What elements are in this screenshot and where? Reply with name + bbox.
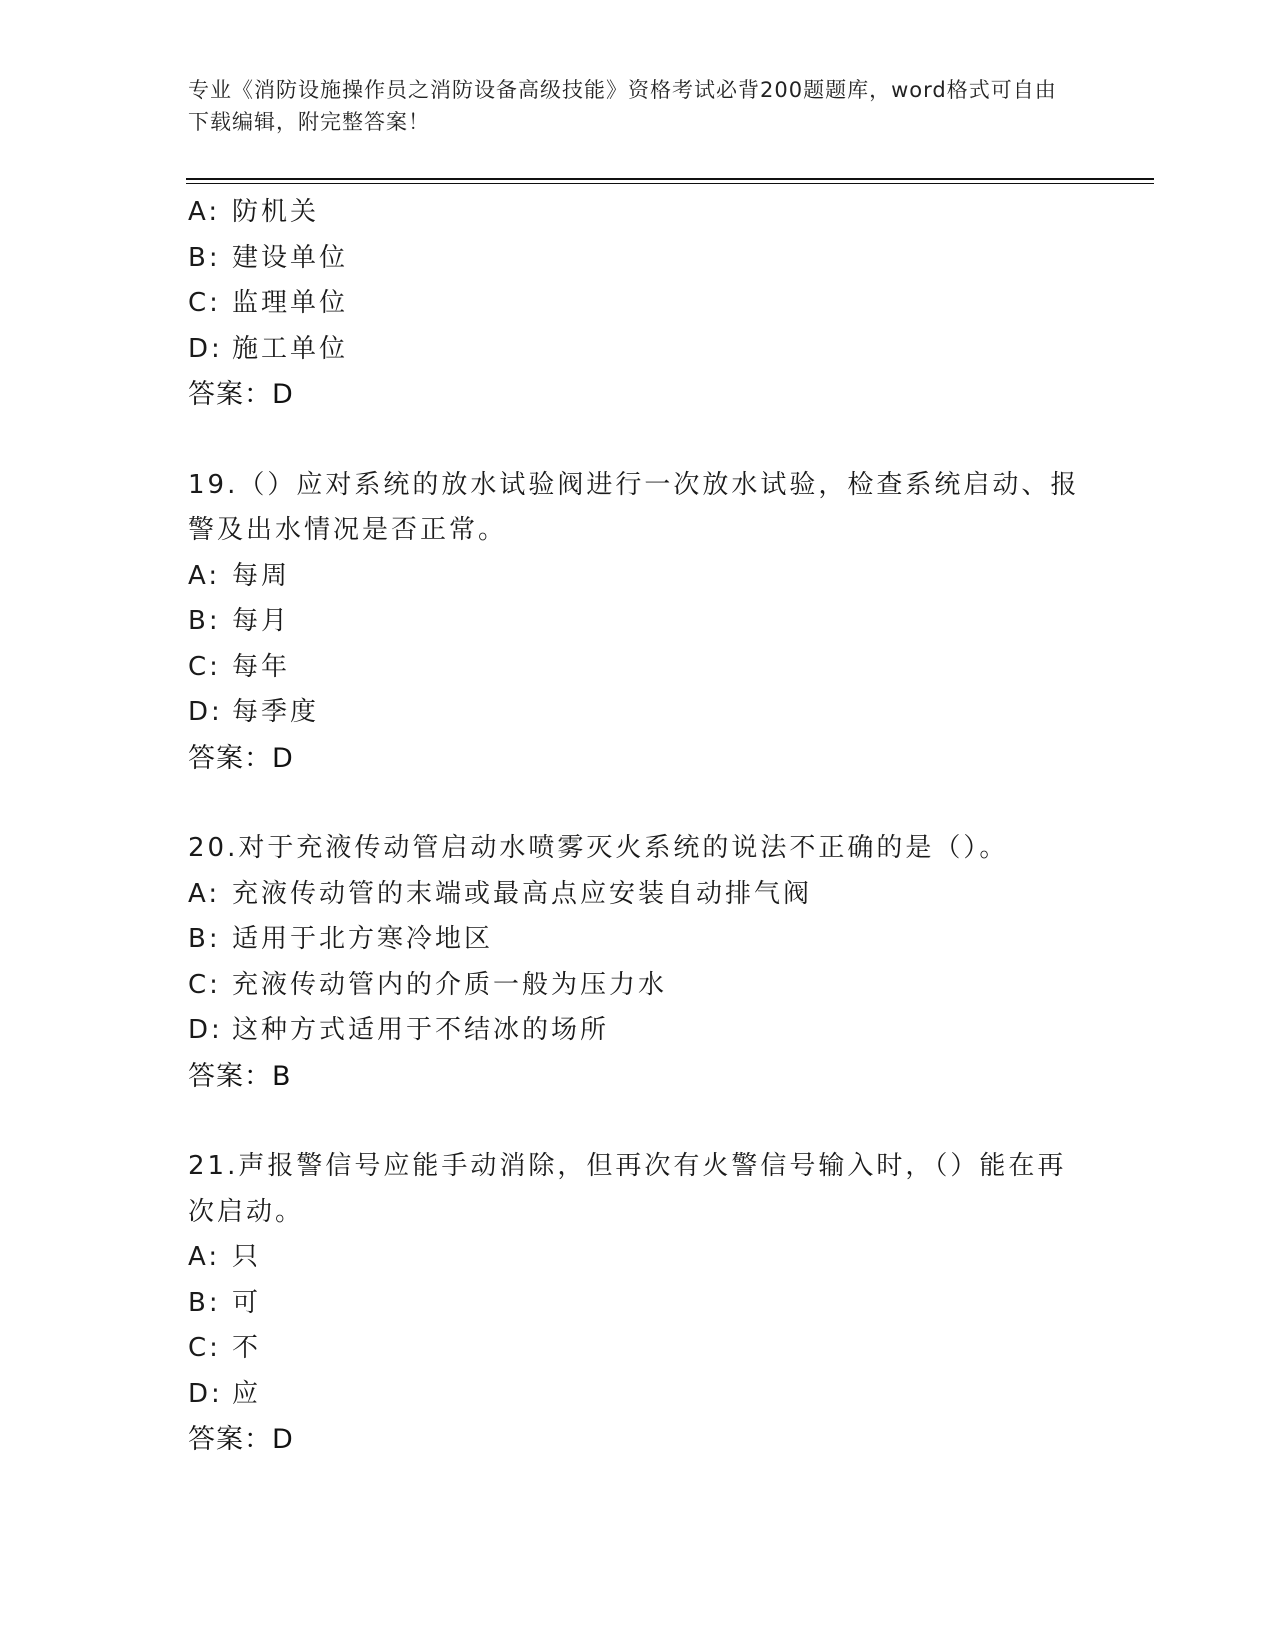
option-text: 每年: [232, 651, 291, 682]
option-b: [188, 236, 1088, 282]
option-d: [188, 1008, 1088, 1054]
option-d: [188, 1372, 1088, 1418]
option-letter: B:: [188, 606, 221, 636]
option-letter: C:: [188, 1333, 221, 1363]
option-text: 充液传动管内的介质一般为压力水: [232, 969, 668, 1000]
header-divider: [186, 178, 1154, 180]
option-text: 不: [232, 1333, 262, 1363]
option-text: 监理单位: [232, 288, 349, 318]
option-text: 只: [232, 1242, 262, 1272]
option-text: 适用于北方寒冷地区: [232, 924, 494, 954]
question-stem: 21.声报警信号应能手动消除，但再次有火警信号输入时，（）能在再次启动。: [188, 1151, 1067, 1227]
answer: 答案：D: [188, 742, 294, 774]
option-a: [188, 1235, 1088, 1281]
option-letter: D:: [188, 697, 223, 727]
option-letter: B:: [188, 242, 221, 273]
option-letter: D:: [188, 333, 223, 364]
option-letter: D:: [188, 1378, 223, 1409]
option-letter: A:: [188, 1242, 221, 1272]
option-letter: A:: [188, 878, 221, 909]
answer: 答案：B: [188, 1060, 292, 1092]
option-d: [188, 327, 1088, 373]
question-20: [188, 826, 1088, 1099]
option-b: [188, 1281, 1088, 1327]
option-c: [188, 963, 1088, 1009]
question-21: [188, 1144, 1088, 1463]
option-letter: A:: [188, 560, 221, 591]
option-b: [188, 599, 1088, 645]
option-text: 防机关: [232, 197, 320, 227]
option-text: 可: [232, 1287, 262, 1318]
option-text: 充液传动管的末端或最高点应安装自动排气阀: [232, 878, 813, 909]
question-stem: 19.（）应对系统的放水试验阀进行一次放水试验，检查系统启动、报警及出水情况是否正常。: [188, 469, 1080, 545]
option-letter: B:: [188, 1287, 221, 1318]
option-text: 应: [232, 1378, 262, 1409]
option-a: [188, 872, 1088, 918]
option-letter: D:: [188, 1015, 223, 1045]
option-text: 这种方式适用于不结冰的场所: [232, 1015, 610, 1045]
option-text: 每季度: [232, 697, 320, 727]
question-stem: 20.对于充液传动管启动水喷雾灭火系统的说法不正确的是（）。: [188, 833, 1009, 863]
option-text: 每月: [232, 606, 291, 636]
option-a: [188, 554, 1088, 600]
option-d: [188, 690, 1088, 736]
option-text: 施工单位: [232, 333, 349, 364]
option-b: [188, 917, 1088, 963]
option-letter: C:: [188, 288, 221, 318]
answer: 答案：D: [188, 379, 294, 410]
header-divider-thin: [186, 183, 1154, 184]
option-c: [188, 645, 1088, 691]
option-c: [188, 281, 1088, 327]
question-list: [188, 190, 1088, 1463]
option-letter: A:: [188, 197, 221, 227]
option-text: 每周: [232, 560, 291, 591]
answer: 答案：D: [188, 1424, 294, 1455]
option-letter: C:: [188, 651, 221, 682]
option-text: 建设单位: [232, 242, 349, 273]
option-letter: C:: [188, 969, 221, 1000]
option-c: [188, 1326, 1088, 1372]
option-a: [188, 190, 1088, 236]
question-18: [188, 190, 1088, 418]
option-letter: B:: [188, 924, 221, 954]
document-header: 专业《消防设施操作员之消防设备高级技能》资格考试必背200题题库，word格式可自由下载编辑，附完整答案！: [188, 78, 1057, 134]
question-19: [188, 463, 1088, 782]
